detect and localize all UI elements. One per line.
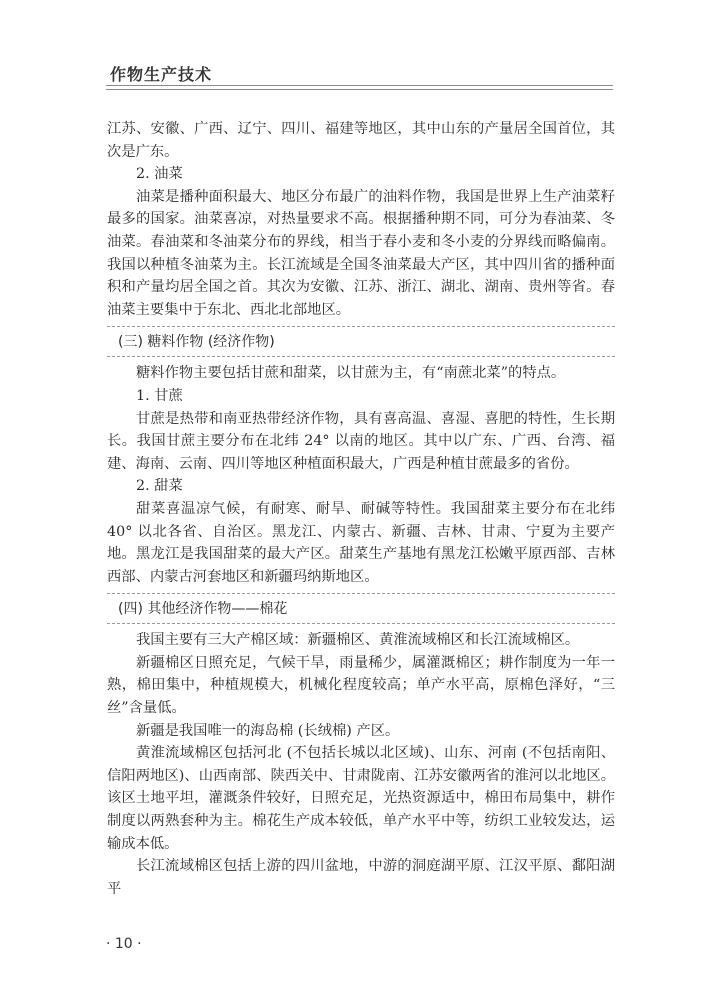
subheading-rapeseed: 2. 油菜 (136, 166, 183, 183)
page-number: · 10 · (106, 936, 142, 952)
body-text (107, 118, 615, 900)
paragraph-sugar-beet: 甜菜喜温凉气候，有耐寒、耐旱、耐碱等特性。我国甜菜主要分布在北纬 40° 以北各省、自治区。黑龙江、内蒙古、新疆、吉林、甘肃、宁夏为主要产地。黑龙江是我国甜菜的最大产区。甜菜生产基地有黑龙江松嫩平原西部、吉林西部、内蒙古河套地区和新疆玛纳斯地区。 (107, 500, 615, 585)
paragraph-huanghuai-cotton: 黄淮流域棉区包括河北 (不包括长城以北区域)、山东、河南 (不包括南阳、信阳两地区)、山西南部、陕西关中、甘肃陇南、江苏安徽两省的淮河以北地区。该区土地平坦，灌溉条件较好，日照充足，光热资源适中，棉田布局集中，耕作制度以两熟套种为主。棉花生产成本较低，单产水平中等，纺织工业较发达，运输成本低。 (107, 745, 615, 852)
header-rule-bottom (106, 89, 613, 90)
paragraph-yangtze-cotton: 长江流域棉区包括上游的四川盆地，中游的洞庭湖平原、江汉平原、鄱阳湖平 (107, 858, 615, 897)
paragraph-sugarcane: 甘蔗是热带和南亚热带经济作物，具有喜高温、喜湿、喜肥的特性，生长期长。我国甘蔗主要分布在北纬 24° 以南的地区。其中以广东、广西、台湾、福建、海南、云南、四川等地区种植面积最大，广西是种植甘蔗最多的省份。 (107, 410, 615, 472)
paragraph-cotton-regions: 我国主要有三大产棉区域：新疆棉区、黄淮流域棉区和长江流域棉区。 (136, 632, 580, 649)
paragraph-continuation: 江苏、安徽、广西、辽宁、四川、福建等地区，其中山东的产量居全国首位，其次是广东。 (107, 121, 615, 160)
section-heading-sugar-crops: (三) 糖料作物 (经济作物) (107, 326, 615, 357)
subheading-sugar-beet: 2. 甜菜 (136, 478, 183, 495)
paragraph-sea-island-cotton: 新疆是我国唯一的海岛棉 (长绒棉) 产区。 (136, 722, 400, 739)
paragraph-rapeseed: 油菜是播种面积最大、地区分布最广的油料作物，我国是世界上生产油菜籽最多的国家。油菜喜凉，对热量要求不高。根据播种期不同，可分为春油菜、冬油菜。春油菜和冬油菜分布的界线，相当于春小麦和冬小麦的分界线而略偏南。我国以种植冬油菜为主。长江流域是全国冬油菜最大产区，其中四川省的播种面积和产量均居全国之首。其次为安徽、江苏、浙江、湖北、湖南、贵州等省。春油菜主要集中于东北、西北北部地区。 (107, 188, 615, 318)
section-heading-cotton: (四) 其他经济作物——棉花 (107, 593, 615, 624)
header-rule-top (106, 85, 613, 86)
subheading-sugarcane: 1. 甘蔗 (136, 387, 183, 404)
paragraph-sugar-intro: 糖料作物主要包括甘蔗和甜菜，以甘蔗为主，有“南蔗北菜”的特点。 (136, 365, 566, 382)
paragraph-xinjiang-cotton: 新疆棉区日照充足，气候干旱，雨量稀少，属灌溉棉区；耕作制度为一年一熟，棉田集中，种植规模大，机械化程度较高；单产水平高，原棉色泽好，“三丝”含量低。 (107, 654, 615, 717)
running-header: 作物生产技术 (110, 65, 213, 84)
